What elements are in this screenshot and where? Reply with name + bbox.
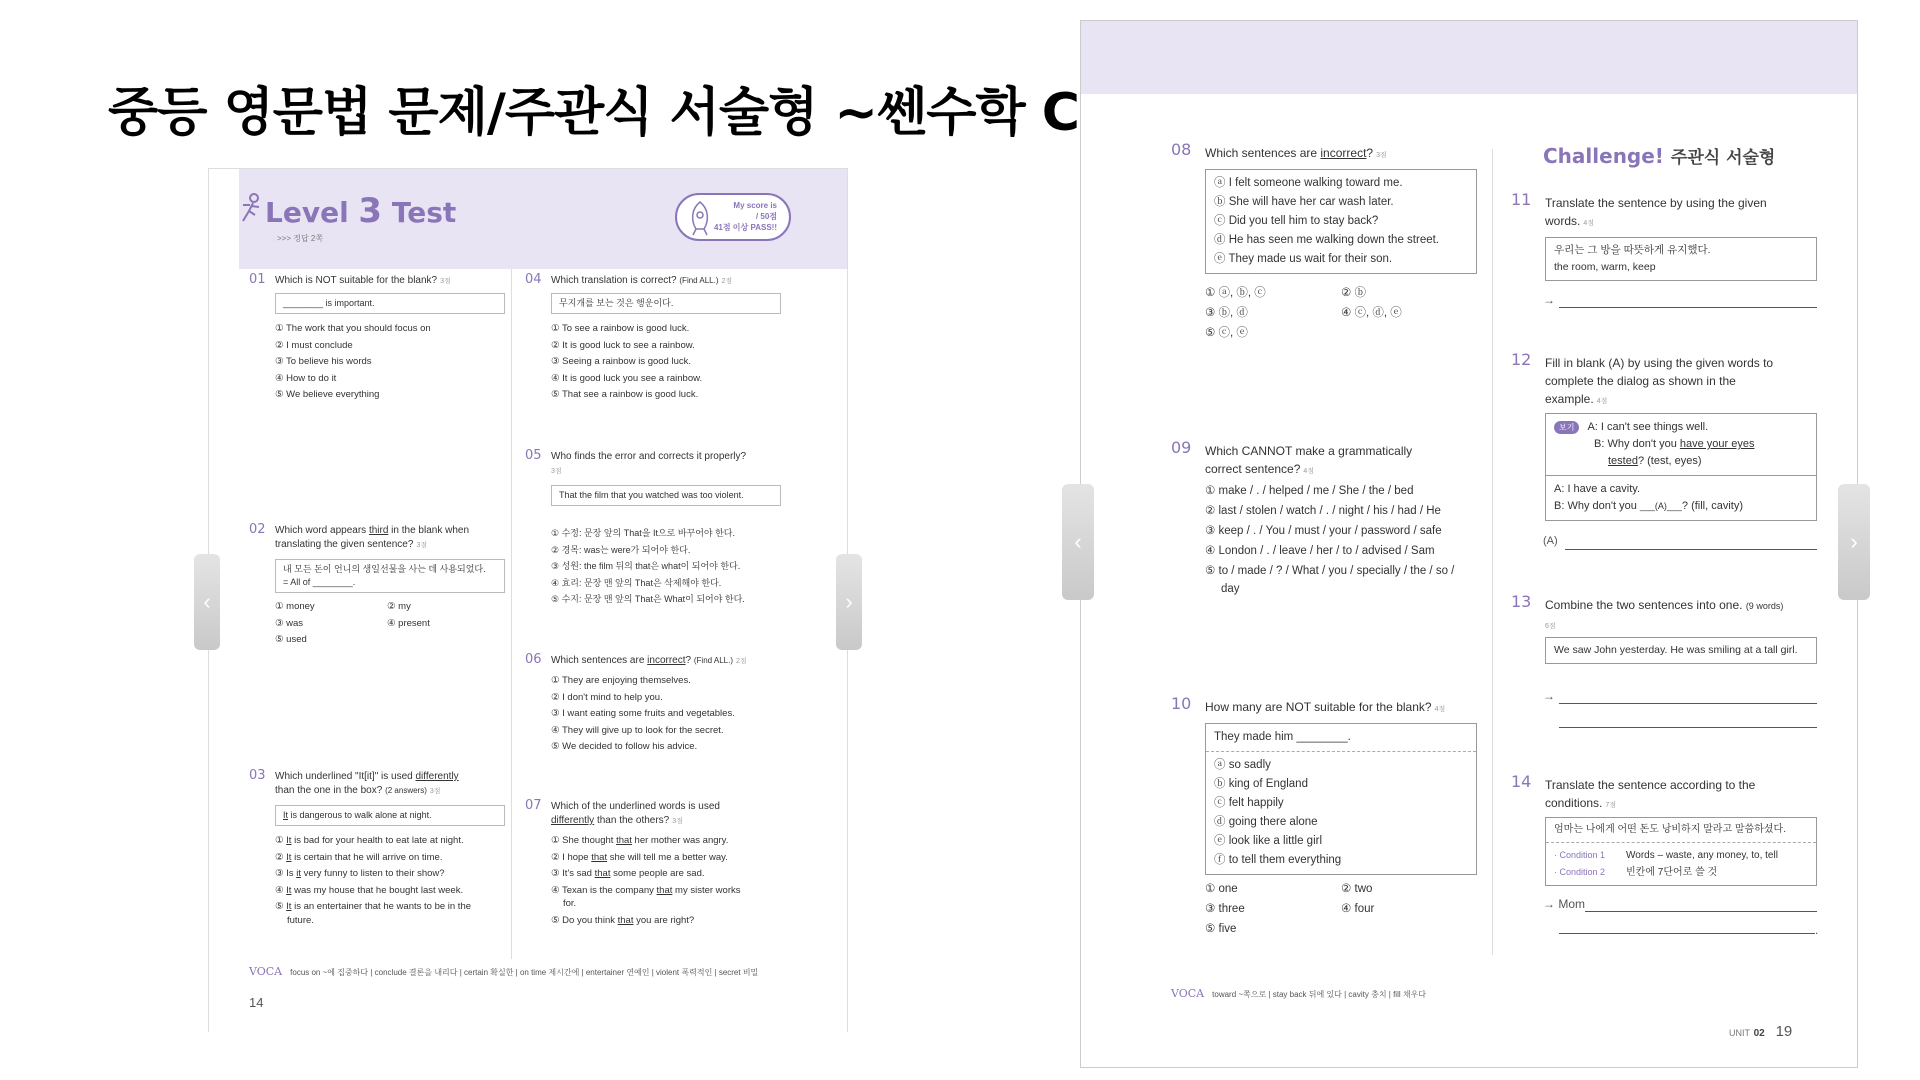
option[interactable]: ① 수정: 문장 앞의 That을 It으로 바꾸어야 한다. xyxy=(551,528,735,538)
q07-options: ① She thought that her mother was angry. ② I hope that she will tell me a better way. ③ It's sad that some people are sad. ④ Texan is the company that my sister works for. ⑤ Do you think that you are right? xyxy=(551,833,740,929)
option[interactable]: ⑤ It is an entertainer that he wants to be in the xyxy=(275,901,472,912)
q11-box: 우리는 그 방을 따뜻하게 유지했다. the room, warm, keep xyxy=(1545,237,1817,281)
option[interactable]: ⑤ five xyxy=(1205,923,1237,935)
prev-page-button[interactable]: ‹ xyxy=(194,554,220,650)
option[interactable]: ③ keep / . / You / must / your / password / safe xyxy=(1205,525,1442,537)
q02-options xyxy=(275,599,487,649)
answer-line[interactable] xyxy=(1559,727,1817,728)
option[interactable]: ② 경목: was는 were가 되어야 한다. xyxy=(551,544,691,555)
option[interactable]: ⑤ to / made / ? / What / you / specially / the / so / xyxy=(1205,565,1455,577)
challenge-title: Challenge! 주관식 서술형 xyxy=(1543,144,1776,168)
option[interactable]: ④ ⓒ, ⓓ, ⓔ xyxy=(1341,307,1402,319)
option[interactable]: ④ present xyxy=(387,617,430,629)
next-page-button[interactable]: › xyxy=(836,554,862,650)
option[interactable]: ⑤ We believe everything xyxy=(275,389,380,400)
option[interactable]: ② It is certain that he will arrive on time. xyxy=(275,851,443,863)
headline-title: 중등 영문법 문제/주관식 서술형 ~쎈수학 C xyxy=(108,83,1079,143)
option[interactable]: ① one xyxy=(1205,883,1238,895)
option[interactable]: ④ It was my house that he bought last week. xyxy=(275,884,464,896)
option[interactable]: ③ I want eating some fruits and vegetables. xyxy=(551,708,735,719)
prev-page-button[interactable]: ‹ xyxy=(1062,484,1094,600)
option[interactable]: ② last / stolen / watch / . / night / his / had / He xyxy=(1205,505,1441,517)
option[interactable]: ② two xyxy=(1341,883,1373,895)
q12-box: 보기 A: I can't see things well. B: Why don't you have your eyes tested? (test, eyes) A: I have a cavity. B: Why don't you ___(A)___? (fill, cavity) xyxy=(1545,413,1817,521)
option[interactable]: ① To see a rainbow is good luck. xyxy=(551,323,690,334)
option[interactable]: ⑤ ⓒ, ⓔ xyxy=(1205,327,1248,339)
option[interactable]: ③ Is it very funny to listen to their show? xyxy=(275,868,445,879)
option[interactable]: ④ They will give up to look for the secret. xyxy=(551,724,724,736)
option[interactable]: ① make / . / helped / me / She / the / bed xyxy=(1205,485,1414,497)
option[interactable]: ⑤ That see a rainbow is good luck. xyxy=(551,389,699,400)
option[interactable]: ① She thought that her mother was angry. xyxy=(551,835,729,846)
option[interactable]: ③ It's sad that some people are sad. xyxy=(551,868,705,879)
option[interactable]: ② I don't mind to help you. xyxy=(551,691,663,703)
option[interactable]: ② I must conclude xyxy=(275,339,353,351)
voca-bar: VOCA toward ~쪽으로 | stay back 뒤에 있다 | cavity 충치 | fill 채우다 xyxy=(1171,987,1427,1000)
option[interactable]: ② I hope that she will tell me a better way. xyxy=(551,851,728,863)
option[interactable]: ③ was xyxy=(275,617,304,629)
option[interactable]: ④ It is good luck you see a rainbow. xyxy=(551,372,703,384)
next-page-button[interactable]: › xyxy=(1838,484,1870,600)
q09-options: ① make / . / helped / me / She / the / bed ② last / stolen / watch / . / night / his / had / He ③ keep / . / You / must / your / password / safe ④ London / . / leave / her / to / advised / Sam ⑤ to / made / ? / What / you / specially / the / so / day xyxy=(1205,481,1454,599)
q10-box: They made him ________. ⓐ so sadly ⓑ king of England ⓒ felt happily ⓓ going there alone ⓔ look like a little girl ⓕ to tell them everything xyxy=(1205,723,1477,875)
option[interactable]: ② It is good luck to see a rainbow. xyxy=(551,339,695,351)
q01-options xyxy=(275,321,431,404)
answers-ref: >>> 정답 2쪽 xyxy=(277,234,324,243)
answer-line[interactable] xyxy=(1565,549,1817,550)
left-page: Level 3 Test >>> 정답 2쪽 My score is / 50점 41점 이상 PASS!! 01 Which is NOT suitable for the blank? 3점 ________ is important. ① The work that you should focus on ② I must conclude ③ To believe his words ④ How to do it ⑤ We believe everything 02 Which word appears third in the blank when translating the given sentence? 3점 내 모든 돈이 언니의 생일선물을 사는 데 사용되었다. = All of ________. ① money ② my ③ was ④ present ⑤ used 03 Which underlined "It[it]" is used differently than the one in the box? (2 answers) 3점 It is dangerous to walk alone at night. ① It is bad for your health to eat late at night. ② It is certain that he will arrive on time. ③ Is it very funny to listen to their show? ④ It was my house that he bought last week. ⑤ It is an entertainer that he wants to be in the future. 04 Which translation is correct? (Find ALL.) 2점 무지개를 보는 것은 행운이다. ① To see a rainbow is good luck. ② It is good luck to see a rainbow. ③ Seeing a rainbow is good luck. ④ It is good luck you see a rainbow. ⑤ That see a rainbow is good luck. 05 Who finds the error and corrects it properly? 3점 That the film that you watched was too violent. ① 수정: 문장 앞의 That을 It으로 바꾸어야 한다. ② 경목: was는 were가 되어야 한다. ③ 성원: the film 뒤의 that은 what이 되어야 한다. ④ 효리: 문장 맨 앞의 That은 삭제해야 한다. ⑤ 수지: 문장 맨 앞의 That은 What이 되어야 한다. 06 Which sentences are incorrect? (Find ALL.) 2점 ① They are enjoying themselves. ② I don't mind to help you. ③ I want eating some fruits and vegetables. ④ They will give up to look for the secret. ⑤ We decided to follow his advice. 07 Which of the underlined words is used differently than the others? 3점 ① She thought that her mother was angry. ② I hope that she will tell me a better way. ③ It's sad that some people are sad. ④ Texan is the company that my sister works for. ⑤ Do you think that you are right? VOCA focus on ~에 집중하다 | conclude 결론을 내리다 | certain 확실한 | on time 제시간에 | entertainer 연예인 | violent 폭력적인 | secret 비밀 14 xyxy=(208,168,848,1032)
score-badge: My score is / 50점 41점 이상 PASS!! xyxy=(675,193,791,241)
answer-arrow: → Mom xyxy=(1543,897,1585,911)
page-number: 14 xyxy=(249,995,264,1010)
option[interactable]: ① It is bad for your health to eat late at night. xyxy=(275,835,464,846)
right-page-header xyxy=(1081,21,1858,94)
option[interactable]: ⑤ used xyxy=(275,634,307,645)
q14-box: 엄마는 나에게 어떤 돈도 낭비하지 말라고 말씀하셨다. · Condition 1 Words – waste, any money, to, tell · Condition 2 빈칸에 7단어로 쓸 것 xyxy=(1545,817,1817,886)
answer-arrow: → xyxy=(1543,293,1555,307)
answer-arrow: → xyxy=(1543,689,1555,703)
option[interactable]: ④ London / . / leave / her / to / advised / Sam xyxy=(1205,545,1435,557)
q05-options xyxy=(551,525,745,608)
q03-options: ① It is bad for your health to eat late at night. ② It is certain that he will arrive on time. ③ Is it very funny to listen to their show? ④ It was my house that he bought last week. ⑤ It is an entertainer that he wants to be in the future. xyxy=(275,835,472,926)
q08-box: ⓐ I felt someone walking toward me. ⓑ She will have her car wash later. ⓒ Did you tell him to stay back? ⓓ He has seen me walking down the street. ⓔ They made us wait for their son. xyxy=(1205,169,1477,274)
option[interactable]: ③ ⓑ, ⓓ xyxy=(1205,307,1248,319)
answer-label: (A) xyxy=(1543,535,1558,547)
option[interactable]: ① money xyxy=(275,601,315,612)
option[interactable]: ① ⓐ, ⓑ, ⓒ xyxy=(1205,287,1266,299)
option[interactable]: ① They are enjoying themselves. xyxy=(551,675,691,686)
rocket-icon xyxy=(683,199,717,237)
page-number: UNIT 02 19 xyxy=(1729,1023,1793,1040)
q02-box: 내 모든 돈이 언니의 생일선물을 사는 데 사용되었다. = All of ________. xyxy=(275,559,505,593)
q04-options xyxy=(551,321,702,404)
option[interactable]: ⑤ We decided to follow his advice. xyxy=(551,741,698,752)
option[interactable]: ④ four xyxy=(1341,903,1375,915)
q10-options xyxy=(1205,879,1477,939)
option[interactable]: ④ 효리: 문장 맨 앞의 That은 삭제해야 한다. xyxy=(551,577,722,588)
voca-bar: VOCA focus on ~에 집중하다 | conclude 결론을 내리다 | certain 확실한 | on time 제시간에 | entertainer 연예인 | violent 폭력적인 | secret 비밀 xyxy=(249,965,759,978)
option[interactable]: ③ 성원: the film 뒤의 that은 what이 되어야 한다. xyxy=(551,561,741,571)
column-divider xyxy=(511,269,512,959)
option[interactable]: ⑤ 수지: 문장 맨 앞의 That은 What이 되어야 한다. xyxy=(551,594,745,604)
right-page: 08 Which sentences are incorrect? 3점 ⓐ I felt someone walking toward me. ⓑ She will have her car wash later. ⓒ Did you tell him to stay back? ⓓ He has seen me walking down the street. ⓔ They made us wait for their son. ① ⓐ, ⓑ, ⓒ ② ⓑ ③ ⓑ, ⓓ ④ ⓒ, ⓓ, ⓔ ⑤ ⓒ, ⓔ 09 Which CANNOT make a grammatically correct sentence? 4점 ① make / . / helped / me / She / the / bed ② last / stolen / watch / . / night / his / had / He ③ keep / . / You / must / your / password / safe ④ London / . / leave / her / to / advised / Sam ⑤ to / made / ? / What / you / specially / the / so / day 10 How many are NOT suitable for the blank? 4점 They made him ________. ⓐ so sadly ⓑ king of England ⓒ felt happily ⓓ going there alone ⓔ look like a little girl ⓕ to tell them everything ① one ② two ③ three ④ four ⑤ five Challenge! 주관식 서술형 11 Translate the sentence by using the given words. 4점 우리는 그 방을 따뜻하게 유지했다. the room, warm, keep → 12 Fill in blank (A) by using the given words to complete the dialog as shown in the example. 4점 보기 A: I can't see things well. B: Why don't you have your eyes tested? (test, eyes) A: I have a cavity. B: Why don't you ___(A)___? (fill, cavity) (A) 13 Combine the two sentences into one. (9 words) 6점 We saw John yesterday. He was smiling at a tall girl. → 14 Translate the sentence according to the conditions. 7점 엄마는 나에게 어떤 돈도 낭비하지 말라고 말씀하셨다. · Condition 1 Words – waste, any money, to, tell · Condition 2 빈칸에 7단어로 쓸 것 → Mom . VOCA toward ~쪽으로 | stay back 뒤에 있다 | cavity 충치 | fill 채우다 UNIT 02 19 xyxy=(1080,20,1858,1068)
level-test-title: Level 3 Test xyxy=(265,191,457,231)
q04-box: 무지개를 보는 것은 행운이다. xyxy=(551,293,781,314)
option[interactable]: ② ⓑ xyxy=(1341,287,1367,299)
q01-box: ________ is important. xyxy=(275,293,505,314)
option[interactable]: ② my xyxy=(387,601,411,612)
q06-options xyxy=(551,673,735,756)
example-badge: 보기 xyxy=(1554,421,1579,434)
answer-line[interactable] xyxy=(1559,933,1815,934)
q03-box: It is dangerous to walk alone at night. xyxy=(275,805,505,826)
option[interactable]: ③ three xyxy=(1205,903,1245,915)
answer-line[interactable] xyxy=(1559,307,1817,308)
answer-line[interactable] xyxy=(1585,911,1817,912)
option[interactable]: ① The work that you should focus on xyxy=(275,323,431,334)
q08-options xyxy=(1205,283,1477,343)
option[interactable]: ⑤ Do you think that you are right? xyxy=(551,914,695,926)
q05-box: That the film that you watched was too violent. xyxy=(551,485,781,506)
q13-box: We saw John yesterday. He was smiling at a tall girl. xyxy=(1545,637,1817,664)
column-divider xyxy=(1492,149,1493,955)
answer-line[interactable] xyxy=(1559,703,1817,704)
option[interactable]: ③ Seeing a rainbow is good luck. xyxy=(551,356,692,367)
option[interactable]: ④ How to do it xyxy=(275,372,337,384)
option[interactable]: ④ Texan is the company that my sister works xyxy=(551,884,741,896)
option[interactable]: ③ To believe his words xyxy=(275,356,372,367)
